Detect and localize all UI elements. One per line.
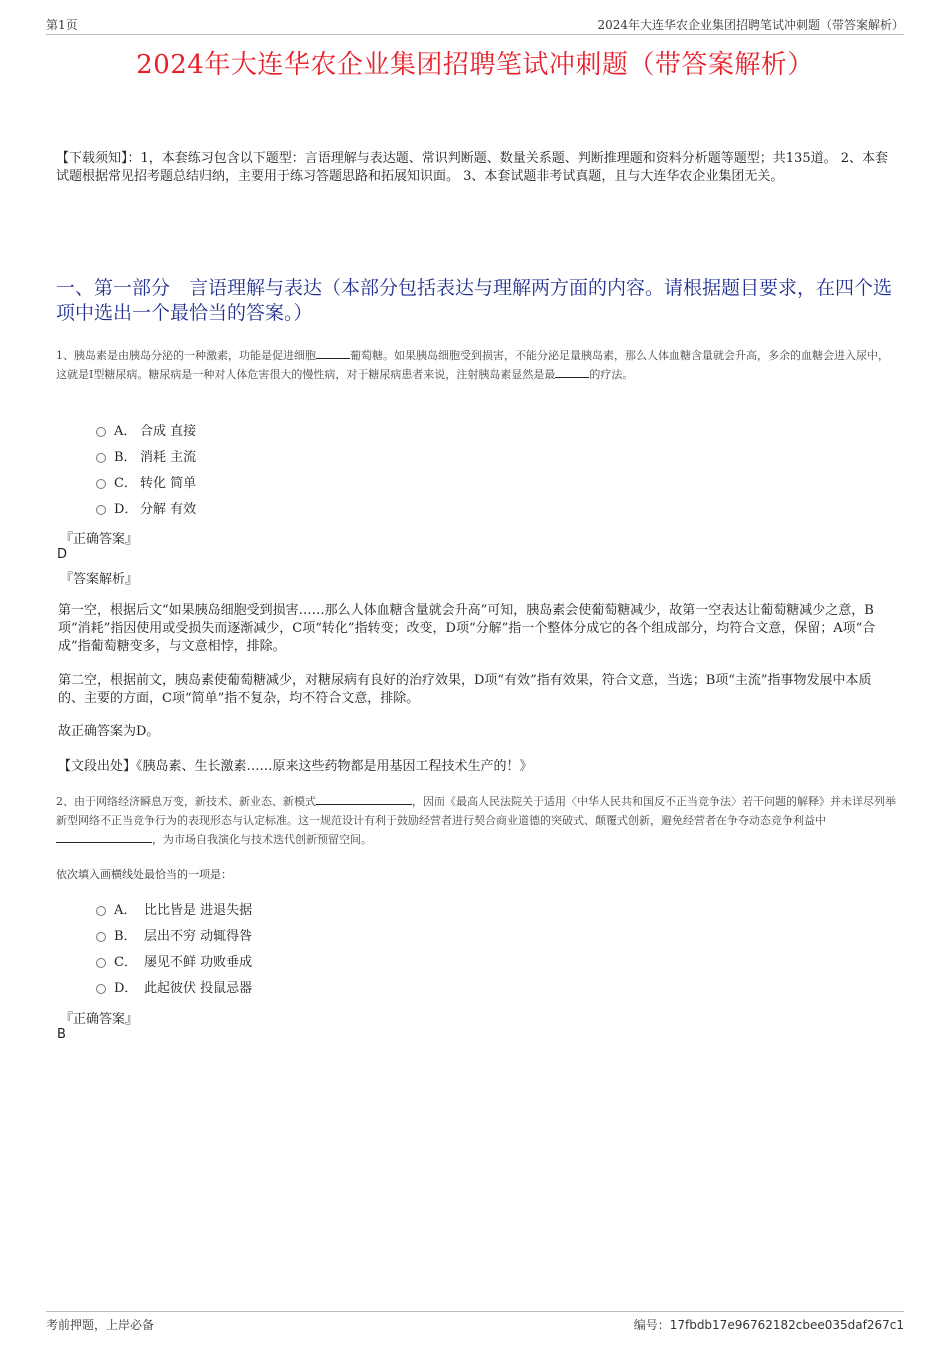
option-d[interactable]: D． 此起彼伏 投鼠忌器 (96, 976, 252, 1002)
header-doc-title: 2024年大连华农企业集团招聘笔试冲刺题（带答案解析） (597, 18, 904, 32)
analysis-label: 『答案解析』 (60, 572, 139, 587)
question-2-text-a: 2、由于网络经济瞬息万变，新技术、新业态、新模式 (56, 795, 316, 808)
radio-icon[interactable] (96, 932, 106, 942)
document-title: 2024年大连华农企业集团招聘笔试冲刺题（带答案解析） (136, 50, 814, 80)
source-citation: 【文段出处】《胰岛素、生长激素……原来这些药物都是用基因工程技术生产的！》 (58, 759, 533, 774)
option-c[interactable]: C． 屡见不鲜 功败垂成 (96, 950, 252, 976)
document-code: 编号：17fbdb17e96762182cbee035daf267c1 (633, 1318, 904, 1332)
option-a[interactable]: A． 合成 直接 (96, 419, 196, 445)
correct-answer-label: 『正确答案』 (60, 1012, 139, 1027)
fill-blank (56, 830, 152, 843)
question-2-prompt: 依次填入画横线处最恰当的一项是： (56, 868, 232, 881)
option-c[interactable]: C． 转化 简单 (96, 471, 196, 497)
question-1-options (96, 419, 196, 523)
analysis-conclusion: 故正确答案为D。 (58, 724, 160, 739)
radio-icon[interactable] (96, 958, 106, 968)
section-heading: 一、第一部分 言语理解与表达（本部分包括表达与理解两方面的内容。请根据题目要求，在四个选项中选出一个最恰当的答案。） (56, 277, 893, 324)
footer-slogan: 考前押题，上岸必备 (46, 1318, 155, 1332)
radio-icon[interactable] (96, 427, 106, 437)
correct-answer-label: 『正确答案』 (60, 532, 139, 547)
question-1-text-b: 葡萄糖。如果胰岛细胞受到损害，不能分泌足量胰岛素，那么人体血糖含量就会升高，多余的血糖会进入尿中，这就是I型糖尿病。糖尿病是一种对人体危害很大的慢性病，对于糖尿病患者来说，注射胰岛素显然是最 (56, 349, 889, 381)
question-2-stem (56, 792, 896, 849)
correct-answer: B (57, 1027, 66, 1042)
page-footer (46, 1311, 904, 1332)
radio-icon[interactable] (96, 984, 106, 994)
question-1-text-c: 的疗法。 (589, 368, 634, 381)
option-b[interactable]: B． 消耗 主流 (96, 445, 196, 471)
radio-icon[interactable] (96, 453, 106, 463)
analysis-paragraph-1: 第一空，根据后文“如果胰岛细胞受到损害……那么人体血糖含量就会升高”可知，胰岛素会使葡萄糖减少，故第一空表达让葡萄糖减少之意，B项“消耗”指因使用或受损失而逐渐减少，C项“转化”指转变；改变，D项“分解”指一个整体分成它的各个组成部分，均符合文意，保留；A项“合成”指葡萄糖变多，与文意相悖，排除。 (58, 603, 876, 654)
fill-blank (316, 792, 412, 805)
radio-icon[interactable] (96, 906, 106, 916)
fill-blank (555, 365, 589, 378)
option-d[interactable]: D． 分解 有效 (96, 497, 196, 523)
radio-icon[interactable] (96, 479, 106, 489)
option-b[interactable]: B． 层出不穷 动辄得咎 (96, 924, 252, 950)
fill-blank (316, 346, 350, 359)
correct-answer: D (57, 547, 68, 562)
question-1-text-a: 1、胰岛素是由胰岛分泌的一种激素，功能是促进细胞 (56, 349, 316, 362)
option-a[interactable]: A． 比比皆是 进退失据 (96, 898, 252, 924)
page-header (46, 14, 904, 35)
question-2-text-c: ，为市场自我演化与技术迭代创新预留空间。 (152, 833, 372, 846)
analysis-paragraph-2: 第二空，根据前文，胰岛素使葡萄糖减少，对糖尿病有良好的治疗效果，D项“有效”指有效果，符合文意，当选；B项“主流”指事物发展中本质的、主要的方面，C项“简单”指不复杂，均不符合文意，排除。 (58, 673, 872, 706)
question-2-options (96, 898, 252, 1002)
question-1-stem (56, 346, 896, 384)
question-2-text-b: ，因而《最高人民法院关于适用〈中华人民共和国反不正当竞争法〉若干问题的解释》并未详尽列举新型网络不正当竞争行为的表现形态与认定标准。这一规范设计有利于鼓励经营者进行契合商业道德的突破式、颠覆式创新，避免经营者在争夺动态竞争利益中 (56, 795, 896, 827)
page-number: 第1页 (46, 18, 78, 32)
radio-icon[interactable] (96, 505, 106, 515)
download-notice: 【下载须知】：1，本套练习包含以下题型：言语理解与表达题、常识判断题、数量关系题、判断推理题和资料分析题等题型；共135道。 2、本套试题根据常见招考题总结归纳，主要用于练习答题思路和拓展知识面。 3、本套试题非考试真题，且与大连华农企业集团无关。 (56, 151, 888, 184)
